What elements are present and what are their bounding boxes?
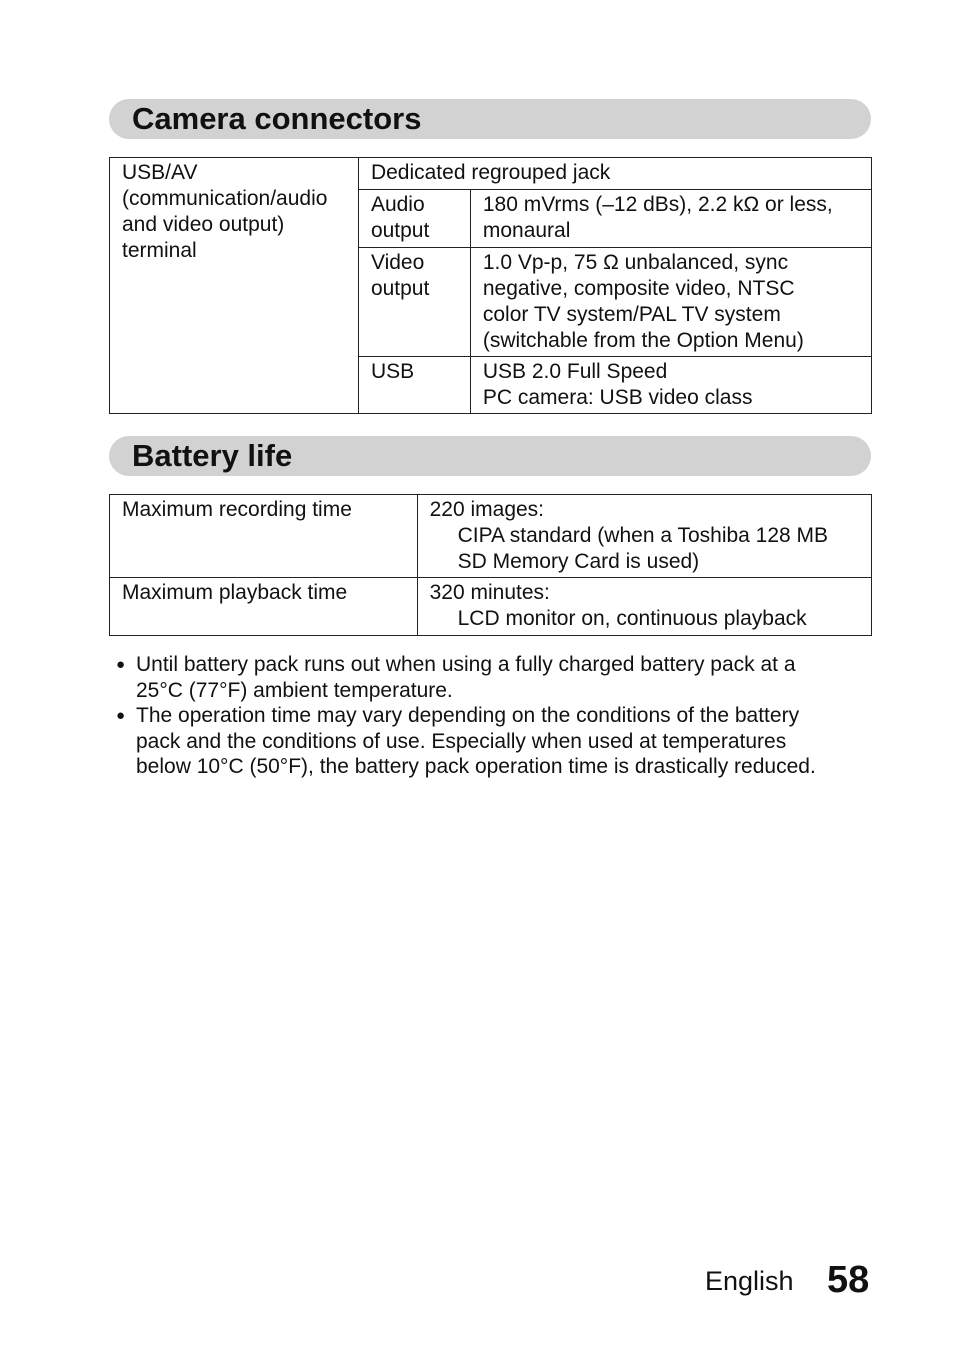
notes-list	[109, 652, 869, 780]
battery-value: 220 images:	[429, 498, 545, 521]
row-value-cell	[470, 190, 871, 248]
row-value-cell	[470, 248, 871, 357]
note-line: below 10°C (50°F), the battery pack operation time is drastically reduced.	[136, 755, 816, 778]
terminal-label-line: USB/AV	[122, 161, 198, 184]
battery-label-cell	[110, 495, 418, 578]
row-label-cell	[358, 190, 470, 248]
terminal-label-cell	[110, 158, 359, 414]
row-value-line: monaural	[482, 219, 571, 242]
battery-detail-line: SD Memory Card is used)	[457, 550, 700, 573]
terminal-label-line: (communication/audio	[122, 187, 328, 210]
table-row	[110, 495, 872, 578]
battery-value-cell	[417, 495, 871, 578]
row-value-line: 180 mVrms (–12 dBs), 2.2 kΩ or less,	[482, 193, 833, 216]
battery-life-header	[109, 436, 871, 476]
terminal-label-line: and video output)	[122, 213, 285, 236]
row-value-line: PC camera: USB video class	[482, 386, 753, 409]
list-item	[109, 652, 869, 703]
battery-detail-line: CIPA standard (when a Toshiba 128 MB	[457, 524, 829, 547]
row-value-line: negative, composite video, NTSC	[482, 277, 795, 300]
note-line: Until battery pack runs out when using a fully charged battery pack at a	[136, 653, 796, 676]
row-label-line: output	[370, 219, 430, 242]
row-label-cell	[358, 357, 470, 414]
battery-value-cell	[417, 578, 871, 636]
camera-connectors-header	[109, 99, 871, 139]
battery-label-cell	[110, 578, 418, 636]
row-label-line: output	[370, 277, 430, 300]
bullet-icon: ●	[116, 656, 126, 673]
footer-language: English	[705, 1266, 794, 1296]
note-line: The operation time may vary depending on the conditions of the battery	[136, 704, 800, 727]
table-row	[110, 578, 872, 636]
row-value-line: color TV system/PAL TV system	[482, 303, 781, 326]
row-label-line: Audio	[370, 193, 425, 216]
jack-cell	[358, 158, 871, 190]
terminal-label-line: terminal	[122, 239, 197, 262]
camera-connectors-title: Camera connectors	[132, 101, 422, 136]
note-line: pack and the conditions of use. Especially when used at temperatures	[136, 729, 787, 753]
battery-life-table	[109, 494, 872, 636]
page-number: 58	[827, 1259, 870, 1301]
battery-value: 320 minutes:	[429, 581, 550, 604]
camera-connectors-table	[109, 157, 872, 414]
battery-detail-line: LCD monitor on, continuous playback	[457, 607, 807, 630]
row-label-line: Video	[370, 251, 425, 274]
row-label-cell	[358, 248, 470, 357]
jack-text: Dedicated regrouped jack	[370, 161, 611, 184]
row-value-line: 1.0 Vp-p, 75 Ω unbalanced, sync	[482, 251, 789, 274]
row-value-cell	[470, 357, 871, 414]
bullet-icon: ●	[116, 707, 126, 724]
table-row	[110, 158, 872, 190]
row-label-line: USB	[370, 360, 415, 383]
battery-label: Maximum playback time	[122, 581, 348, 604]
battery-label: Maximum recording time	[122, 498, 352, 521]
row-value-line: (switchable from the Option Menu)	[482, 329, 804, 352]
battery-life-title: Battery life	[132, 438, 293, 473]
list-item	[109, 703, 869, 780]
row-value-line: USB 2.0 Full Speed	[482, 360, 668, 383]
note-line: 25°C (77°F) ambient temperature.	[136, 678, 453, 702]
